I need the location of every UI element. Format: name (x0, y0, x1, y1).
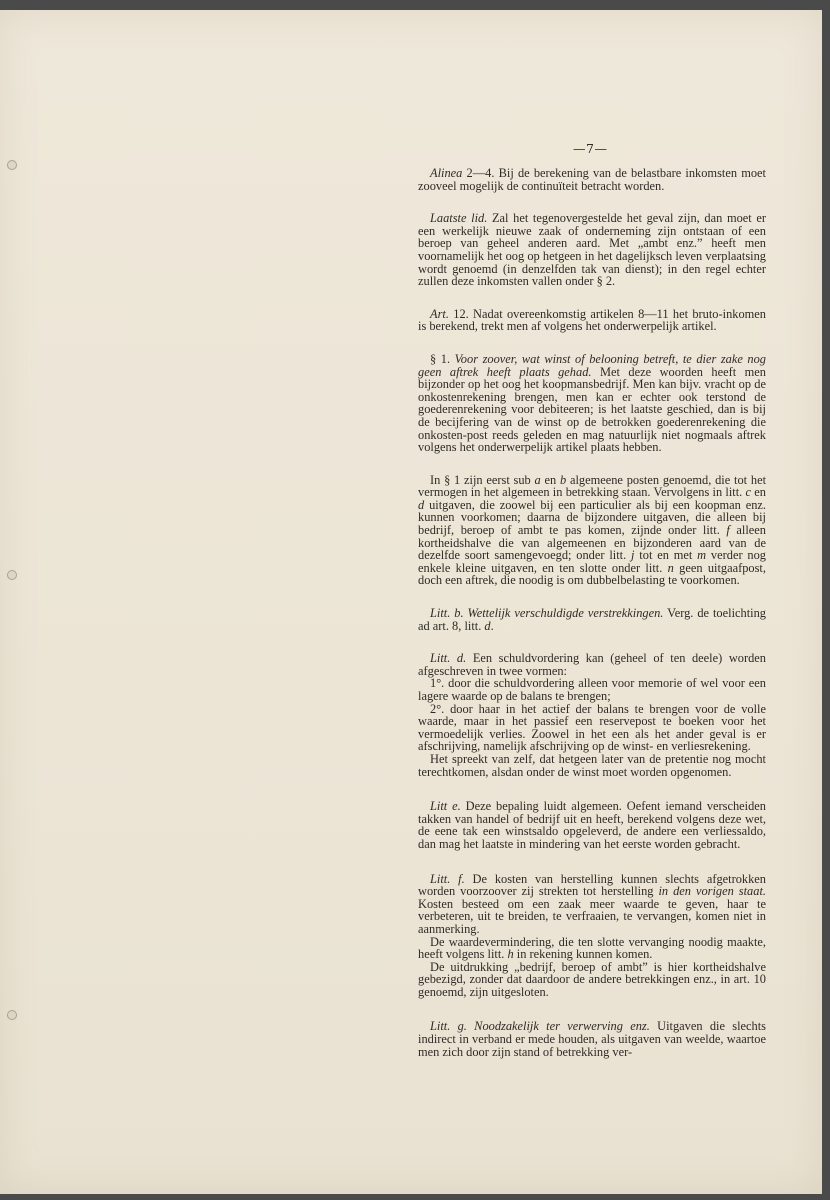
paragraph-text: Een schuldvordering kan (geheel of ten deele) worden afgeschreven in twee vormen: (418, 651, 767, 678)
paragraph-lead: Litt. d. (430, 651, 467, 666)
paragraph-lead-number: 2—4. (466, 166, 495, 180)
paragraph-lead: Voor zoover, wat winst of belooning betreft, te dier zake nog geen aftrek heeft plaats gehad. (418, 351, 767, 379)
paragraph-text: Het spreekt van zelf, dat hetgeen later van de pretentie nog mocht terechtkomen, alsdan onder de winst moet worden opgenomen. (418, 751, 766, 779)
emphasis: in den vorigen staat. (658, 884, 766, 899)
paragraph-litt-b (418, 607, 766, 632)
paragraph-litt-d (418, 652, 766, 778)
paragraph-text: Met deze woorden heeft men bijzonder op het oog het koopmansbedrijf. Men kan bijv. vracht op de onkostenrekening brengen, men kan er echter ook terstond de goederenrekening voor debiteeren; is het laatste geschied, dan is bij de becijfering van de winst op de betrokken goederenrekening die onkosten-post reeds geleden en mag natuurlijk niet nogmaals aftrek volgens het onderwerpelijk artikel plaats hebben. (418, 364, 766, 455)
text-run: in rekening kunnen komen. (513, 947, 653, 962)
text-run: uitgaven, die zoowel bij een particulier als bij een koopman enz. kunnen voorkomen; daarna de bijzondere uitgaven, die alleen bij bedrijf, beroep of ambt te pas komen, zijnde onder litt. (418, 497, 766, 538)
paragraph-litt-f (418, 873, 766, 999)
text-column (418, 167, 766, 1071)
paragraph-lead: Litt e. (430, 799, 461, 814)
list-item: 2°. door haar in het actief der balans te brengen voor de volle waarde, maar in het passief een reservepost te boeken voor het vermoedelijk verlies. Zoowel in het een als het ander geval is er afschrijving, namelijk afschrijving op de winst- en verliesrekening. (418, 701, 766, 754)
paragraph-overview (418, 474, 766, 587)
text-run: . (490, 618, 494, 633)
text-run: algemeene posten genoemd, die tot het vermogen in het algemeen in betrekking staan. Vervolgens in litt. (418, 472, 767, 500)
paragraph-lead: Litt. b. Wettelijk verschuldigde verstrekkingen. (430, 606, 664, 621)
paragraph-section-1 (418, 353, 766, 454)
paragraph-lead: Laatste lid. (430, 211, 488, 226)
binding-hole (7, 160, 17, 170)
paragraph-lead-number: 12. (453, 306, 469, 321)
paragraph-text: Verg. de toelichting ad art. 8, litt. (418, 606, 766, 633)
litt-letter: m (697, 548, 707, 563)
paragraph-lead: Art. (430, 306, 449, 321)
paragraph-lead: Litt. f. (430, 871, 465, 886)
paragraph-lead: Alinea (430, 166, 463, 180)
paragraph-art-12 (418, 308, 766, 333)
text-run: tot en met (634, 548, 698, 563)
paragraph-text: Zal het tegenovergestelde het geval zijn, dan moet er een werkelijk nieuwe zaak of onderneming zijn ontstaan of een beroep van geheel anderen aard. Met „ambt enz.” heeft men voornamelijk het oog op hetgeen in het dagelijksch leven verplaatsing wordt genoemd (in denzelfden tak van dienst); in den regel echter zullen deze inkomsten vallen onder § 2. (418, 211, 767, 289)
text-run: De kosten van herstelling kunnen slechts afgetrokken worden voorzoover zij strekten tot herstelling (418, 871, 766, 899)
paragraph-alinea (418, 167, 766, 192)
text-run: verder nog enkele kleine uitgaven, en ten slotte onder litt. (418, 548, 766, 575)
litt-letter: n (667, 560, 674, 575)
paragraph-litt-g (418, 1020, 766, 1058)
paragraph-text: Bij de berekening van de belastbare inkomsten moet zooveel mogelijk de continuïteit betracht worden. (418, 166, 766, 193)
litt-letter: b (559, 472, 567, 487)
paragraph-laatste-lid (418, 212, 766, 288)
paragraph-lead: Litt. g. Noodzakelijk ter verwerving enz. (430, 1019, 650, 1034)
paragraph-text: Uitgaven die slechts indirect in verband er mede houden, als uitgaven van weelde, waartoe men zich door zijn stand of betrekking ver- (418, 1019, 766, 1059)
paragraph-text: Deze bepaling luidt algemeen. Oefent iemand verscheiden takken van handel of bedrijf uit en heeft, berekend volgens deze wet, de eene tak een winstsaldo opgeleverd, de andere een verliessaldo, dan mag het laatste in mindering van het eerste worden gebracht. (418, 799, 766, 851)
text-run: geen uitgaafpost, doch een aftrek, die noodig is om dubbelbelasting te voorkomen. (418, 560, 766, 588)
page-number: —7— (573, 141, 608, 156)
section-sign: § 1. (430, 351, 451, 366)
text-run: De waardevermindering, die ten slotte vervanging noodig maakte, heeft volgens litt. (418, 934, 766, 962)
litt-letter: d (484, 618, 491, 633)
text-run: en (540, 472, 560, 487)
text-run: alleen kortheidshalve die van algemeenen en bijzonderen aard van de dezelfde soort samengevoegd; onder litt. (418, 523, 766, 563)
text-run: en (751, 485, 766, 500)
binding-hole (7, 1010, 17, 1020)
paragraph-text: De uitdrukking „bedrijf, beroep of ambt” is hier kortheidshalve gebezigd, zonder dat daardoor de andere betrekkingen enz., in art. 10 genoemd, zijn uitgesloten. (418, 959, 766, 999)
paragraph-text: Nadat overeenkomstig artikelen 8—11 het bruto-inkomen is berekend, trekt men af volgens het onderwerpelijk artikel. (418, 306, 766, 334)
litt-letter: f (726, 523, 730, 538)
binding-hole (7, 570, 17, 580)
litt-letter: a (534, 472, 541, 487)
document-page (0, 10, 822, 1194)
litt-letter: c (745, 485, 752, 500)
paragraph-litt-e (418, 800, 766, 850)
litt-letter: j (631, 548, 635, 563)
litt-letter: h (507, 947, 514, 962)
text-run: In § 1 zijn eerst sub (430, 472, 535, 487)
list-item: 1°. door die schuldvordering alleen voor memorie of wel voor een lagere waarde op de balans te brengen; (418, 676, 766, 703)
litt-letter: d (418, 497, 425, 512)
text-run: Kosten besteed om een zaak meer waarde te geven, haar te verbeteren, uit te breiden, te verfraaien, te vervangen, komen niet in aanmerking. (418, 896, 766, 936)
